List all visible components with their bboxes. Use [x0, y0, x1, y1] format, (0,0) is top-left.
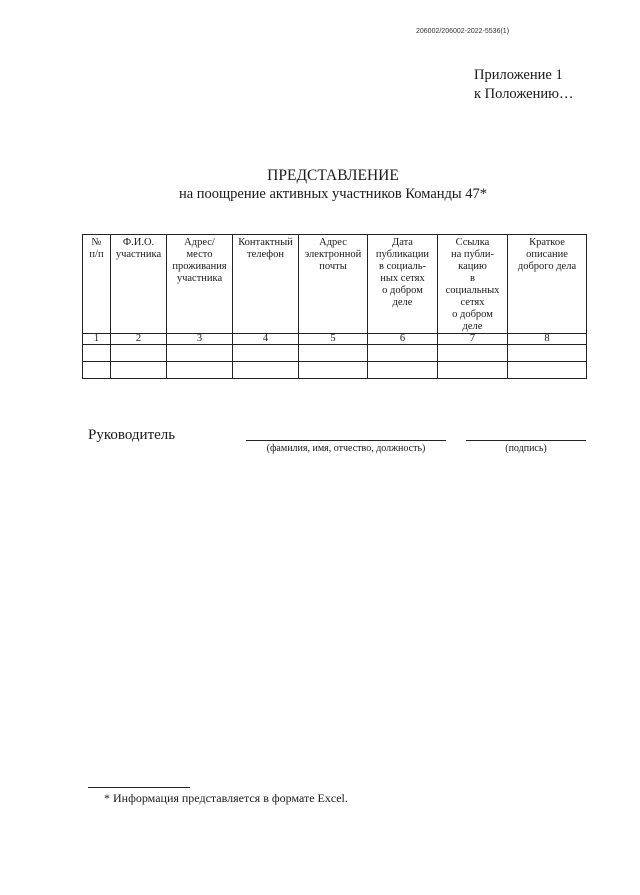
- column-number-row: [83, 334, 587, 345]
- header-label-line: участника: [115, 249, 162, 260]
- header-cell: [233, 235, 299, 334]
- nomination-table: [82, 234, 587, 379]
- header-label-line: публикации: [375, 249, 430, 260]
- table-cell[interactable]: [233, 345, 299, 362]
- appendix-line-1: Приложение 1: [474, 67, 563, 83]
- header-label-line: проживания: [172, 261, 227, 272]
- table-cell[interactable]: [167, 362, 233, 379]
- header-label-line: на публи-: [450, 249, 495, 260]
- header-label-line: Адрес: [319, 237, 347, 248]
- table-cell[interactable]: [508, 345, 587, 362]
- header-label-line: Контактный: [238, 237, 293, 248]
- header-cell: [438, 235, 508, 334]
- header-label-line: телефон: [247, 249, 284, 260]
- header-label-line: п/п: [89, 249, 104, 260]
- column-number: 1: [83, 334, 111, 345]
- table-row: [83, 362, 587, 379]
- header-cell: [111, 235, 167, 334]
- column-number: 8: [508, 334, 587, 345]
- name-caption: (фамилия, имя, отчество, должность): [266, 443, 426, 454]
- header-label-line: Ф.И.О.: [122, 237, 155, 248]
- table-cell[interactable]: [167, 345, 233, 362]
- table-cell[interactable]: [438, 362, 508, 379]
- header-cell: [508, 235, 587, 334]
- table-cell[interactable]: [299, 362, 368, 379]
- document-id: 206002/206002-2022-5536(1): [416, 28, 510, 35]
- appendix-reference: [474, 66, 573, 104]
- header-cell: [83, 235, 111, 334]
- footnote-separator: [88, 787, 190, 788]
- header-label-line: Дата: [392, 237, 413, 248]
- table-cell[interactable]: [233, 362, 299, 379]
- column-number: 6: [368, 334, 438, 345]
- header-label-line: №: [91, 237, 102, 248]
- header-label-line: доброго дела: [517, 261, 577, 272]
- table-cell[interactable]: [299, 345, 368, 362]
- header-label-line: деле: [462, 321, 483, 332]
- header-cell: [368, 235, 438, 334]
- header-label-line: социальных: [445, 285, 500, 296]
- document-title: ПРЕДСТАВЛЕНИЕ: [267, 167, 399, 184]
- appendix-line-2: к Положению…: [474, 86, 574, 102]
- name-signature-line[interactable]: [246, 440, 446, 441]
- table-cell[interactable]: [83, 362, 111, 379]
- table-cell[interactable]: [368, 345, 438, 362]
- header-label-line: почты: [319, 261, 347, 272]
- signature-line[interactable]: [466, 440, 586, 441]
- header-label-line: в социаль-: [378, 261, 426, 272]
- header-label-line: о добром: [382, 285, 423, 296]
- table-cell[interactable]: [438, 345, 508, 362]
- footnote: * Информация представляется в формате Excel.: [104, 791, 348, 805]
- table-cell[interactable]: [111, 362, 167, 379]
- header-label-line: Адрес/: [184, 237, 215, 248]
- header-label-line: ных сетях: [380, 273, 425, 284]
- header-label-line: о добром: [452, 309, 493, 320]
- header-label-line: место: [186, 249, 213, 260]
- table-cell[interactable]: [83, 345, 111, 362]
- header-label-line: описание: [526, 249, 568, 260]
- header-label-line: кацию: [458, 261, 487, 272]
- header-label-line: электронной: [304, 249, 362, 260]
- header-cell: [299, 235, 368, 334]
- table-cell[interactable]: [111, 345, 167, 362]
- column-number: 7: [438, 334, 508, 345]
- column-number: 3: [167, 334, 233, 345]
- table-row: [83, 345, 587, 362]
- column-number: 5: [299, 334, 368, 345]
- header-label-line: Ссылка: [455, 237, 490, 248]
- document-subtitle: на поощрение активных участников Команды 47*: [178, 186, 488, 202]
- header-label-line: в: [470, 273, 475, 284]
- column-number: 2: [111, 334, 167, 345]
- header-label-line: деле: [392, 297, 413, 308]
- table-cell[interactable]: [368, 362, 438, 379]
- header-label-line: сетях: [460, 297, 485, 308]
- signature-caption: (подпись): [505, 443, 547, 454]
- table-cell[interactable]: [508, 362, 587, 379]
- column-number: 4: [233, 334, 299, 345]
- signer-label: Руководитель: [88, 427, 176, 443]
- header-label-line: Краткое: [529, 237, 565, 248]
- table-header-row: [83, 235, 587, 334]
- header-label-line: участника: [176, 273, 223, 284]
- header-cell: [167, 235, 233, 334]
